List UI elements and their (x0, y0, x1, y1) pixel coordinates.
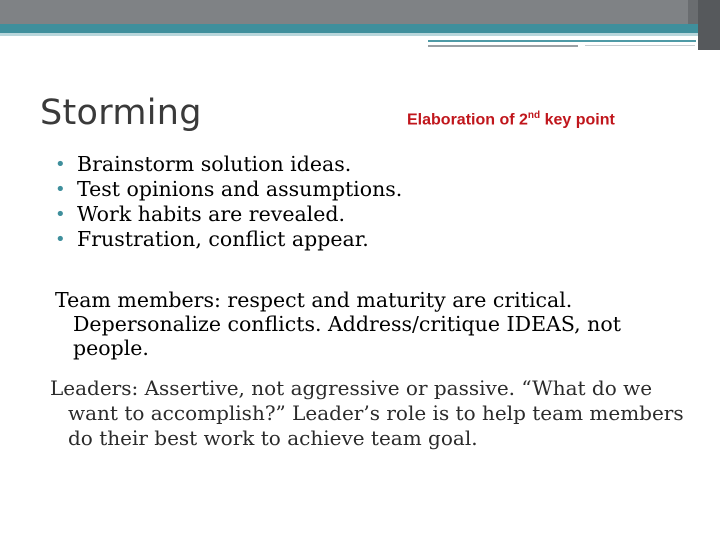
paragraph-continuation: want to accomplish?” Leader’s role is to help team members do their best work to achieve team goal. (68, 401, 684, 450)
bullet-item (55, 177, 402, 202)
bullet-text: Test opinions and assumptions. (77, 177, 403, 201)
bullet-item (55, 152, 402, 177)
bullet-icon: • (55, 229, 66, 250)
bullet-icon: • (55, 154, 66, 175)
header-accent-band (0, 24, 698, 33)
subtitle-end: key point (540, 111, 615, 129)
bullet-icon: • (55, 179, 66, 200)
decorative-line (428, 40, 696, 42)
team-members-paragraph (55, 288, 655, 360)
bullet-list (55, 152, 402, 252)
paragraph-first-line: Team members: respect and maturity are critical. (55, 288, 573, 312)
leaders-paragraph (50, 376, 690, 451)
decorative-line (585, 45, 695, 46)
slide-subtitle (407, 110, 615, 129)
subtitle-superscript: nd (527, 110, 541, 121)
bullet-item (55, 227, 402, 252)
bullet-text: Brainstorm solution ideas. (77, 152, 352, 176)
paragraph-continuation: Depersonalize conflicts. Address/critique IDEAS, not people. (73, 312, 621, 360)
bullet-item (55, 202, 402, 227)
bullet-icon: • (55, 204, 66, 225)
header-corner-block (698, 0, 720, 50)
header-bar (0, 0, 720, 24)
decorative-line (428, 45, 578, 47)
slide-title: Storming (40, 93, 202, 133)
header-accent-stripe (0, 33, 698, 36)
subtitle-text: Elaboration of 2 (407, 111, 528, 129)
paragraph-first-line: Leaders: Assertive, not aggressive or passive. “What do we (50, 376, 653, 400)
header-corner-accent (688, 0, 698, 24)
bullet-text: Work habits are revealed. (77, 202, 346, 226)
bullet-text: Frustration, conflict appear. (77, 227, 369, 251)
